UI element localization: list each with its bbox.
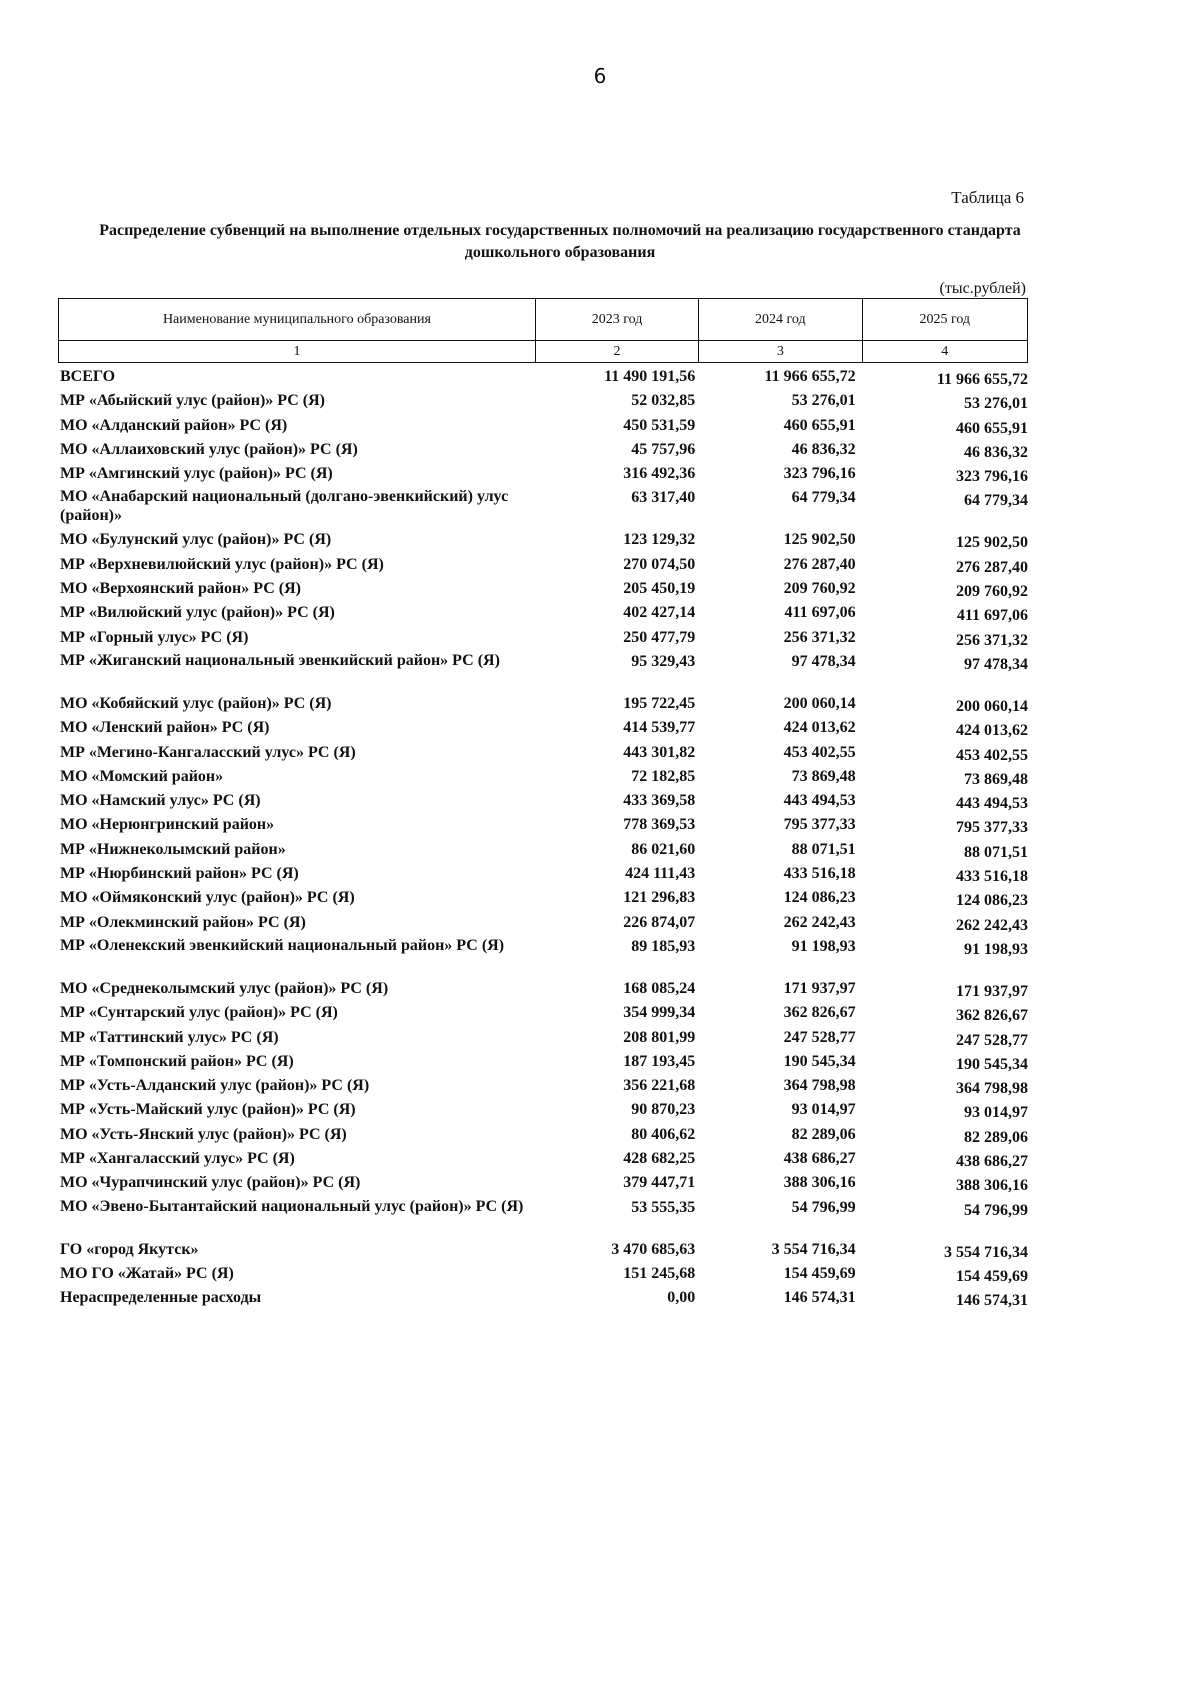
value-2024: 443 494,53 [783,792,856,810]
value-2025: 247 528,77 [956,1031,1028,1049]
value-2024: 3 554 716,34 [771,1240,856,1258]
value-2024: 438 686,27 [783,1150,856,1168]
row-name: МР «Хангаласский улус» РС (Я) [60,1150,295,1168]
row-name: МР «Олекминский район» РС (Я) [60,913,306,931]
row-name: МР «Амгинский улус (район)» РС (Я) [60,465,333,483]
value-2025: 146 574,31 [956,1292,1028,1310]
value-2024: 73 869,48 [791,767,856,785]
row-name: МО «Аллаиховский улус (район)» РС (Я) [60,440,358,458]
value-2023: 63 317,40 [631,489,696,507]
table-row [58,1148,1028,1172]
value-2024: 154 459,69 [783,1264,856,1282]
table-row [58,1099,1028,1123]
value-2025: 323 796,16 [956,468,1028,486]
row-name: МР «Нюрбинский район» РС (Я) [60,865,299,883]
row-name: МО «Момский район» [60,767,224,785]
table-row [58,463,1028,487]
value-2023: 11 490 191,56 [604,368,696,385]
table-row [58,766,1028,790]
table-row [58,790,1028,814]
page-number: 6 [593,64,607,88]
value-2024: 364 798,98 [783,1077,856,1095]
table-row [58,887,1028,911]
value-2024: 190 545,34 [783,1052,856,1070]
row-name: МР «Абыйский улус (район)» РС (Я) [60,392,325,410]
value-2025: 73 869,48 [964,770,1028,788]
table-row [58,717,1028,741]
value-2023: 450 531,59 [623,416,696,434]
value-2025: 82 289,06 [964,1128,1028,1146]
row-name: МО «Намский улус» РС (Я) [60,792,261,810]
value-2024: 388 306,16 [783,1174,856,1192]
value-2024: 424 013,62 [783,719,856,737]
value-2025: 54 796,99 [964,1201,1028,1219]
value-2024: 53 276,01 [791,392,856,410]
value-2025: 88 071,51 [964,843,1028,861]
value-2025: 256 371,32 [956,631,1028,649]
row-name: МР «Горный улус» РС (Я) [60,628,249,646]
value-2024: 91 198,93 [791,937,856,955]
value-2025: 362 826,67 [956,1007,1028,1025]
table-row [58,651,1028,693]
total-row [58,366,1028,390]
column-number-2: 2 [535,341,698,363]
table-row [58,936,1028,978]
table-label: Таблица 6 [951,188,1024,207]
row-name: МО «Эвено-Бытантайский национальный улус (район)» РС (Я) [60,1197,524,1215]
row-name: МО «Чурапчинский улус (район)» РС (Я) [60,1174,361,1192]
subsidy-table [58,366,1028,1312]
value-2024: 54 796,99 [791,1198,856,1216]
column-header-2023: 2023 год [535,299,698,341]
table-row [58,1263,1028,1287]
value-2025: 3 554 716,34 [944,1243,1028,1261]
value-2023: 0,00 [667,1289,696,1307]
row-name: МР «Сунтарский улус (район)» РС (Я) [60,1004,338,1022]
value-2023: 778 369,53 [623,816,696,834]
value-2024: 125 902,50 [783,531,856,549]
row-name: МО «Усть-Янский улус (район)» РС (Я) [60,1125,347,1143]
value-2024: 46 836,32 [791,440,856,458]
value-2024: 262 242,43 [783,913,856,931]
value-2023: 151 245,68 [623,1264,696,1282]
value-2024: 362 826,67 [783,1004,856,1022]
value-2025: 200 060,14 [956,697,1028,715]
value-2023: 195 722,45 [623,694,696,712]
value-2025: 154 459,69 [956,1267,1028,1285]
value-2025: 276 287,40 [956,558,1028,576]
value-2025: 91 198,93 [964,940,1028,958]
value-2025: 795 377,33 [956,819,1028,837]
row-name: МР «Нижнеколымский район» [60,840,286,858]
value-2023: 45 757,96 [631,440,696,458]
value-2023: 53 555,35 [631,1198,696,1216]
value-2023: 428 682,25 [623,1150,696,1168]
value-2024: 433 516,18 [783,865,856,883]
value-2023: 433 369,58 [623,792,696,810]
table-row [58,814,1028,838]
table-row [58,978,1028,1002]
table-row [58,863,1028,887]
row-name: МО «Анабарский национальный (долгано-эвенкийский) улус (район)» [60,488,509,525]
value-2023: 121 296,83 [623,889,696,907]
value-2023: 226 874,07 [623,913,696,931]
row-name: ВСЕГО [60,368,116,385]
value-2025: 262 242,43 [956,916,1028,934]
column-header-2024: 2024 год [699,299,862,341]
row-name: МР «Томпонский район» РС (Я) [60,1052,294,1070]
row-name: МО «Кобяйский улус (район)» РС (Я) [60,694,332,712]
value-2024: 209 760,92 [783,580,856,598]
value-2025: 453 402,55 [956,746,1028,764]
value-2024: 11 966 655,72 [764,368,856,385]
value-2025: 438 686,27 [956,1153,1028,1171]
row-name: МО «Булунский улус (район)» РС (Я) [60,531,332,549]
table-row [58,529,1028,553]
value-2023: 270 074,50 [623,555,696,573]
value-2024: 64 779,34 [791,489,856,507]
value-2025: 97 478,34 [964,655,1028,673]
value-2023: 208 801,99 [623,1028,696,1046]
value-2024: 795 377,33 [783,816,856,834]
table-row [58,742,1028,766]
row-name: МР «Усть-Алданский улус (район)» РС (Я) [60,1077,370,1095]
value-2023: 356 221,68 [623,1077,696,1095]
value-2024: 247 528,77 [783,1028,856,1046]
value-2023: 95 329,43 [631,652,696,670]
table-row [58,1027,1028,1051]
value-2025: 124 086,23 [956,892,1028,910]
value-2024: 82 289,06 [791,1125,856,1143]
table-row [58,839,1028,863]
column-header-name: Наименование муниципального образования [59,299,536,341]
column-number-row [59,341,1028,363]
value-2023: 424 111,43 [625,865,696,883]
row-name: МО «Среднеколымский улус (район)» РС (Я) [60,979,389,997]
row-name: МР «Вилюйский улус (район)» РС (Я) [60,604,335,622]
row-name: МО «Оймяконский улус (район)» РС (Я) [60,889,355,907]
value-2025: 433 516,18 [956,868,1028,886]
value-2023: 90 870,23 [631,1101,696,1119]
value-2024: 171 937,97 [783,979,856,997]
table-row [58,1287,1028,1311]
value-2023: 3 470 685,63 [611,1240,696,1258]
value-2023: 52 032,85 [631,392,696,410]
value-2025: 171 937,97 [956,982,1028,1000]
table-row [58,1239,1028,1263]
column-header-2025: 2025 год [862,299,1028,341]
value-2023: 354 999,34 [623,1004,696,1022]
value-2023: 414 539,77 [623,719,696,737]
value-2023: 205 450,19 [623,580,696,598]
column-header-row [59,299,1028,341]
row-name: Нераспределенные расходы [60,1289,262,1307]
value-2023: 89 185,93 [631,937,696,955]
row-name: МО «Ленский район» РС (Я) [60,719,270,737]
value-2025: 190 545,34 [956,1055,1028,1073]
row-name: МО «Алданский район» РС (Я) [60,416,288,434]
column-number-3: 3 [699,341,862,363]
value-2024: 88 071,51 [791,840,856,858]
value-2025: 209 760,92 [956,583,1028,601]
column-number-1: 1 [59,341,536,363]
value-2023: 402 427,14 [623,604,696,622]
table-row [58,415,1028,439]
value-2023: 123 129,32 [623,531,696,549]
row-name: МР «Верхневилюйский улус (район)» РС (Я) [60,555,384,573]
value-2023: 187 193,45 [623,1052,696,1070]
value-2025: 388 306,16 [956,1177,1028,1195]
value-2023: 379 447,71 [623,1174,696,1192]
value-2023: 86 021,60 [631,840,696,858]
table-row [58,627,1028,651]
row-name: МО «Верхоянский район» РС (Я) [60,580,302,598]
value-2025: 411 697,06 [956,607,1028,625]
table-row [58,1124,1028,1148]
table-row [58,487,1028,529]
table-row [58,1075,1028,1099]
row-name: МО «Нерюнгринский район» [60,816,275,834]
table-row [58,602,1028,626]
value-2024: 276 287,40 [783,555,856,573]
table-row [58,1172,1028,1196]
row-name: МР «Мегино-Кангаласский улус» РС (Я) [60,743,356,761]
value-2024: 411 697,06 [784,604,856,622]
value-2024: 97 478,34 [791,652,856,670]
value-2023: 250 477,79 [623,628,696,646]
table-row [58,554,1028,578]
table-row [58,390,1028,414]
value-2024: 460 655,91 [783,416,856,434]
value-2025: 53 276,01 [964,395,1028,413]
table-row [58,578,1028,602]
value-2025: 443 494,53 [956,795,1028,813]
value-2023: 72 182,85 [631,767,696,785]
value-2025: 125 902,50 [956,534,1028,552]
row-name: МР «Усть-Майский улус (район)» РС (Я) [60,1101,356,1119]
table-row [58,1051,1028,1075]
value-2024: 124 086,23 [783,889,856,907]
column-number-4: 4 [862,341,1028,363]
row-name: МР «Жиганский национальный эвенкийский район» РС (Я) [60,651,500,669]
row-name: МР «Таттинский улус» РС (Я) [60,1028,279,1046]
value-2023: 316 492,36 [623,465,696,483]
table-row [58,1197,1028,1239]
value-2024: 93 014,97 [791,1101,856,1119]
value-2025: 93 014,97 [964,1104,1028,1122]
row-name: МР «Оленекский эвенкийский национальный район» РС (Я) [60,936,505,954]
value-2023: 443 301,82 [623,743,696,761]
value-2024: 256 371,32 [783,628,856,646]
value-2025: 364 798,98 [956,1080,1028,1098]
value-2024: 146 574,31 [783,1289,856,1307]
table-row [58,912,1028,936]
document-title: Распределение субвенций на выполнение отдельных государственных полномочий на реализацию государственного стандарта дошкольного образования [99,222,1021,261]
value-2025: 460 655,91 [956,419,1028,437]
table-header [58,298,1028,363]
value-2023: 168 085,24 [623,979,696,997]
value-2024: 453 402,55 [783,743,856,761]
value-2025: 11 966 655,72 [936,371,1028,388]
table-row [58,1002,1028,1026]
value-2025: 64 779,34 [964,492,1028,510]
table-row [58,439,1028,463]
units-label: (тыс.рублей) [939,280,1026,297]
row-name: ГО «город Якутск» [60,1240,199,1258]
value-2023: 80 406,62 [631,1125,696,1143]
value-2024: 200 060,14 [783,694,856,712]
value-2024: 323 796,16 [783,465,856,483]
row-name: МО ГО «Жатай» РС (Я) [60,1264,234,1282]
table-row [58,693,1028,717]
value-2025: 424 013,62 [956,722,1028,740]
value-2025: 46 836,32 [964,443,1028,461]
